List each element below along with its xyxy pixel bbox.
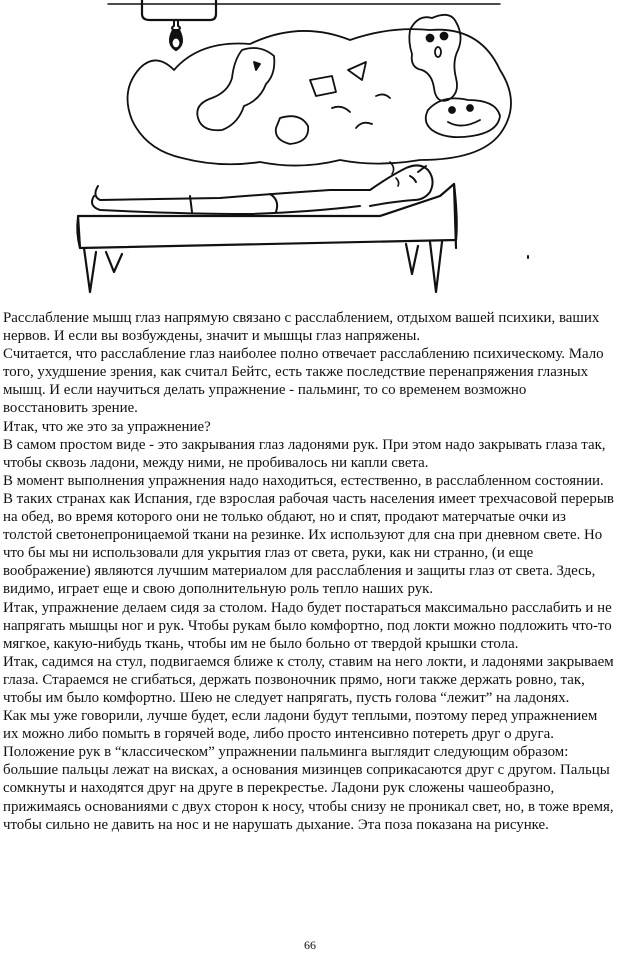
paragraph: Итак, упражнение делаем сидя за столом. Надо будет постараться максимально расслабить и не напрягать мышцы ног и рук. Чтобы рукам было комфортно, под локти можно подложить что-то мягкое, какую-нибудь ткань, чтобы им не было больно от твердой крышки стола.	[3, 599, 612, 652]
hanging-lamp	[142, 0, 216, 50]
paragraph: Как мы уже говорили, лучше будет, если ладони будут теплыми, поэтому перед упражнением их можно либо помыть в горячей воде, либо просто интенсивно потереть друг о друга.	[3, 708, 598, 743]
paragraph: Расслабление мышц глаз напрямую связано с расслаблением, отдыхом вашей психики, ваших нервов. И если вы возбуждены, значит и мышцы глаз напряжены.	[3, 310, 600, 345]
paragraph: В самом простом виде - это закрывания глаз ладонями рук. При этом надо закрывать глаза так, чтобы сквозь ладони, между ними, не пробивалось ни капли света.	[3, 436, 606, 471]
page-number: 66	[304, 938, 316, 952]
sleeping-person-illustration	[70, 0, 540, 300]
paragraph: Итак, что же это за упражнение?	[3, 418, 211, 435]
paragraph: Считается, что расслабление глаз наиболее полно отвечает расслаблению психическому. Мало того, ухудшение зрения, как считал Бейтс, есть также последствие перенапряжения глазных мышц. И если научиться делать упражнение - пальминг, то со временем возможно восстановить зрение.	[3, 346, 604, 417]
paragraph: В таких странах как Испания, где взрослая рабочая часть населения имеет трехчасовой перерыв на обед, во время которого они не только обдают, но и спят, продают матерчатые очки из толстой светонепроницаемой ткани на резинке. Их используют для сна при дневном свете. Но что бы мы ни использовали для укрытия глаз от света, руки, как ни странно, (и еще воображение) являются лучшим материалом для расслабления и защиты глаз от света. Здесь, видимо, играет еще и свою дополнительную роль тепло наших рук.	[3, 490, 614, 598]
paragraph: В момент выполнения упражнения надо находиться, естественно, в расслабленном состоянии.	[3, 472, 604, 489]
dream-bubble	[128, 29, 512, 165]
body-text	[3, 309, 615, 834]
paragraph: Положение рук в “классическом” упражнении пальминга выглядит следующим образом: большие пальцы лежат на висках, а основания мизинцев соприкасаются друг с другом. Пальцы сомкнуты и находятся друг на друге в перекрестье. Ладони рук сложены чашеобразно, прижимаясь основаниями с двух сторон к носу, чтобы снизу не проникал свет, но, в тоже время, чтобы сильно не давить на нос и не нарушать дыхание. Эта поза показана на рисунке.	[3, 744, 614, 833]
sleeping-person	[92, 165, 433, 214]
dream-shapes	[197, 15, 500, 144]
paragraph: Итак, садимся на стул, подвигаемся ближе к столу, ставим на него локти, и ладонями закрываем глаза. Стараемся не сгибаться, держать позвоночник прямо, ноги также держать ровно, так, чтобы им было комфортно. Шею не следует напрягать, пусть голова “лежит” на ладонях.	[3, 653, 614, 706]
